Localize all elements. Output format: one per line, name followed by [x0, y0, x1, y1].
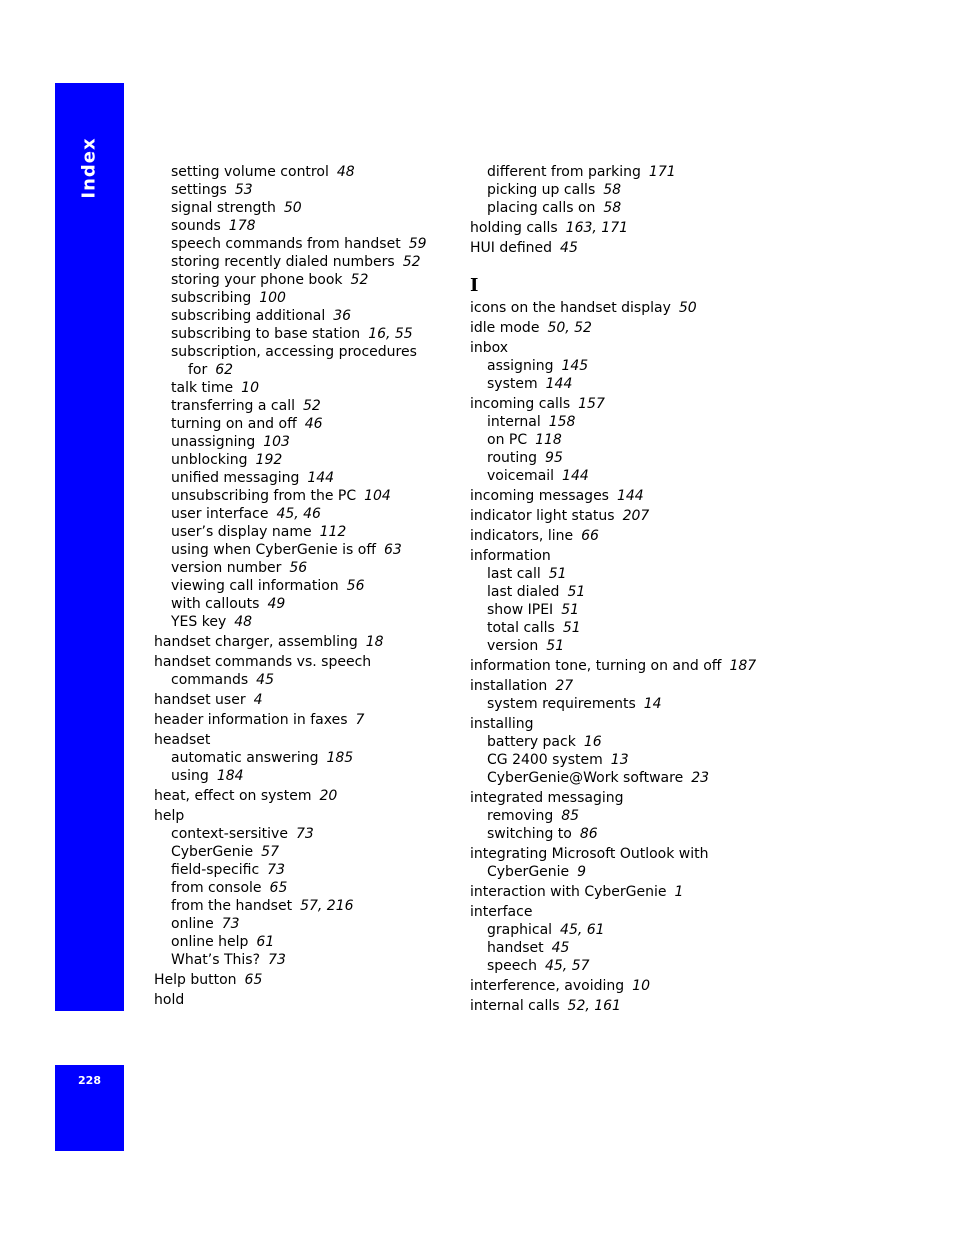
entry-page-refs[interactable]: 63: [383, 542, 402, 558]
entry-page-refs[interactable]: 58: [603, 200, 622, 216]
entry-term: incoming calls: [470, 396, 571, 412]
entry-page-refs[interactable]: 66: [581, 528, 599, 544]
entry-page-refs[interactable]: 27: [555, 678, 574, 694]
entry-page-refs[interactable]: 103: [263, 434, 290, 450]
entry-page-refs[interactable]: 18: [365, 634, 384, 650]
entry-page-refs[interactable]: 9: [577, 864, 587, 880]
entry-page-refs[interactable]: 56: [346, 578, 365, 594]
entry-page-refs[interactable]: 207: [622, 508, 650, 524]
entry-term: signal strength: [171, 200, 276, 216]
entry-page-refs[interactable]: 73: [295, 826, 314, 842]
index-subentry: [154, 325, 454, 343]
index-entry: [470, 883, 770, 901]
entry-term: context-sersitive: [171, 826, 288, 842]
entry-page-refs[interactable]: 100: [259, 290, 286, 306]
entry-term: information tone, turning on and off: [470, 658, 722, 674]
entry-term: assigning: [487, 358, 554, 374]
index-subentry: [154, 397, 454, 415]
entry-term: help: [154, 808, 185, 824]
entry-term: installing: [470, 716, 534, 732]
entry-term: headset: [154, 732, 211, 748]
entry-term: user interface: [171, 506, 269, 522]
index-entry: [154, 691, 454, 709]
entry-term: unified messaging: [171, 470, 300, 486]
entry-term: CG 2400 system: [487, 752, 603, 768]
entry-page-refs[interactable]: 95: [545, 450, 563, 466]
entry-page-refs[interactable]: 57, 216: [300, 898, 354, 914]
index-entry: [470, 977, 770, 995]
entry-term: with callouts: [171, 596, 260, 612]
index-entry: [470, 547, 770, 565]
entry-term: on PC: [487, 432, 528, 448]
index-subentry: [470, 449, 770, 467]
entry-term: holding calls: [470, 220, 558, 236]
entry-term: turning on and off: [171, 416, 297, 432]
entry-term: Help button: [154, 972, 237, 988]
index-subentry: [154, 933, 454, 951]
entry-term: removing: [487, 808, 554, 824]
entry-page-refs[interactable]: 65: [244, 972, 263, 988]
index-subentry: [154, 897, 454, 915]
entry-term: last call: [487, 566, 541, 582]
entry-page-refs[interactable]: 144: [562, 468, 589, 484]
index-subentry: [470, 733, 770, 751]
entry-term: handset commands vs. speech commands: [154, 654, 372, 688]
entry-term: placing calls on: [487, 200, 596, 216]
index-subentry: [470, 769, 770, 787]
entry-page-refs[interactable]: 85: [561, 808, 580, 824]
entry-page-refs[interactable]: 144: [307, 470, 335, 486]
entry-page-refs[interactable]: 14: [643, 696, 662, 712]
entry-page-refs[interactable]: 58: [603, 182, 622, 198]
entry-term: setting volume control: [171, 164, 329, 180]
index-entry: [470, 657, 770, 675]
entry-page-refs[interactable]: 46: [304, 416, 323, 432]
entry-term: automatic answering: [171, 750, 319, 766]
entry-term: integrated messaging: [470, 790, 624, 806]
index-subentry: [470, 199, 770, 217]
entry-term: show IPEI: [487, 602, 554, 618]
entry-term: heat, effect on system: [154, 788, 312, 804]
entry-page-refs[interactable]: 118: [535, 432, 562, 448]
index-entry: [470, 219, 770, 237]
entry-page-refs[interactable]: 187: [729, 658, 757, 674]
entry-term: graphical: [487, 922, 553, 938]
entry-term: installation: [470, 678, 548, 694]
entry-page-refs[interactable]: 52: [350, 272, 369, 288]
entry-page-refs[interactable]: 45: [551, 940, 570, 956]
index-subentry: [470, 921, 770, 939]
entry-page-refs[interactable]: 45, 57: [544, 958, 590, 974]
index-subentry: [154, 181, 454, 199]
index-subentry: [470, 357, 770, 375]
entry-page-refs[interactable]: 52: [402, 254, 421, 270]
entry-term: from the handset: [171, 898, 293, 914]
index-subentry: [154, 217, 454, 235]
index-entry: [470, 997, 770, 1015]
entry-page-refs[interactable]: 51: [548, 566, 567, 582]
entry-term: internal: [487, 414, 541, 430]
entry-page-refs[interactable]: 192: [255, 452, 283, 468]
entry-term: subscribing to base station: [171, 326, 361, 342]
index-subentry: [470, 807, 770, 825]
index-subentry: [470, 163, 770, 181]
entry-page-refs[interactable]: 112: [319, 524, 347, 540]
index-subentry: [154, 415, 454, 433]
entry-page-refs[interactable]: 57: [261, 844, 279, 860]
entry-term: handset user: [154, 692, 246, 708]
page-number: 228: [78, 1074, 101, 1087]
index-subentry: [154, 541, 454, 559]
entry-term: online: [171, 916, 214, 932]
entry-page-refs[interactable]: 178: [228, 218, 256, 234]
entry-page-refs[interactable]: 163, 171: [565, 220, 629, 236]
index-entry: [470, 845, 770, 881]
entry-term: settings: [171, 182, 227, 198]
index-group-i: [470, 299, 770, 1015]
index-subentry: [154, 199, 454, 217]
entry-term: CyberGenie@Work software: [487, 770, 684, 786]
index-entry: [154, 807, 454, 825]
index-subentry: [154, 469, 454, 487]
index-entry: [154, 633, 454, 651]
index-entry: [470, 527, 770, 545]
index-entry: [470, 487, 770, 505]
index-subentry: [154, 451, 454, 469]
entry-page-refs[interactable]: 36: [333, 308, 352, 324]
entry-page-refs[interactable]: 145: [561, 358, 589, 374]
index-subentry: [154, 523, 454, 541]
index-entry: [154, 731, 454, 749]
entry-term: storing recently dialed numbers: [171, 254, 395, 270]
entry-page-refs[interactable]: 13: [610, 752, 629, 768]
page-number-block: [55, 1065, 124, 1151]
entry-term: HUI defined: [470, 240, 553, 256]
entry-page-refs[interactable]: 158: [548, 414, 576, 430]
entry-term: unblocking: [171, 452, 248, 468]
entry-page-refs[interactable]: 157: [578, 396, 605, 412]
entry-page-refs[interactable]: 4: [253, 692, 263, 708]
entry-page-refs[interactable]: 59: [408, 236, 427, 252]
entry-page-refs[interactable]: 62: [215, 362, 234, 378]
entry-page-refs[interactable]: 52, 161: [567, 998, 621, 1014]
entry-page-refs[interactable]: 20: [319, 788, 338, 804]
entry-term: header information in faxes: [154, 712, 348, 728]
entry-term: subscription, accessing procedures for: [171, 344, 417, 378]
entry-page-refs[interactable]: 51: [562, 620, 581, 636]
entry-term: handset charger, assembling: [154, 634, 358, 650]
index-subentry: [470, 751, 770, 769]
entry-page-refs[interactable]: 56: [289, 560, 308, 576]
index-subentry: [154, 951, 454, 969]
index-subentry: [470, 825, 770, 843]
entry-term: battery pack: [487, 734, 576, 750]
index-entry: [470, 715, 770, 733]
index-subentry: [470, 565, 770, 583]
entry-term: YES key: [171, 614, 227, 630]
entry-term: last dialed: [487, 584, 560, 600]
index-subentry: [470, 181, 770, 199]
index-subentry: [154, 433, 454, 451]
entry-term: subscribing additional: [171, 308, 326, 324]
index-entry: [154, 711, 454, 729]
index-subentry: [154, 253, 454, 271]
index-subentry: [470, 619, 770, 637]
index-subentry: [154, 235, 454, 253]
index-subentry: [470, 637, 770, 655]
entry-term: viewing call information: [171, 578, 339, 594]
entry-page-refs[interactable]: 10: [241, 380, 259, 396]
entry-page-refs[interactable]: 45: [560, 240, 578, 256]
entry-page-refs[interactable]: 45: [256, 672, 274, 688]
index-subentry: [470, 939, 770, 957]
entry-term: version number: [171, 560, 282, 576]
index-column-left: [154, 163, 454, 1009]
index-subentry: [154, 825, 454, 843]
entry-page-refs[interactable]: 45, 61: [560, 922, 605, 938]
entry-term: switching to: [487, 826, 572, 842]
entry-page-refs[interactable]: 73: [268, 952, 286, 968]
entry-term: unassigning: [171, 434, 256, 450]
entry-term: hold: [154, 992, 185, 1008]
entry-page-refs[interactable]: 185: [326, 750, 354, 766]
entry-page-refs[interactable]: 49: [267, 596, 286, 612]
entry-term: talk time: [171, 380, 234, 396]
entry-page-refs[interactable]: 50, 52: [547, 320, 592, 336]
entry-page-refs[interactable]: 144: [616, 488, 644, 504]
entry-page-refs[interactable]: 48: [336, 164, 355, 180]
entry-page-refs[interactable]: 184: [216, 768, 244, 784]
entry-term: picking up calls: [487, 182, 596, 198]
index-entry: [154, 653, 454, 689]
index-subentry: [154, 767, 454, 785]
entry-page-refs[interactable]: 48: [234, 614, 253, 630]
index-subentry: [154, 879, 454, 897]
index-subentry: [470, 957, 770, 975]
entry-page-refs[interactable]: 10: [632, 978, 650, 994]
index-entry: [470, 339, 770, 357]
entry-term: What’s This?: [171, 952, 261, 968]
index-subentry: [470, 467, 770, 485]
entry-term: system: [487, 376, 538, 392]
entry-term: version: [487, 638, 539, 654]
entry-term: handset: [487, 940, 544, 956]
index-subentry: [154, 307, 454, 325]
entry-term: internal calls: [470, 998, 560, 1014]
index-subentry: [154, 559, 454, 577]
entry-term: sounds: [171, 218, 221, 234]
index-subentry: [154, 595, 454, 613]
index-entry: [470, 319, 770, 337]
entry-term: field-specific: [171, 862, 260, 878]
entry-term: routing: [487, 450, 538, 466]
index-subentry: [154, 861, 454, 879]
entry-page-refs[interactable]: 86: [579, 826, 598, 842]
index-entry: [470, 677, 770, 695]
entry-page-refs[interactable]: 144: [545, 376, 573, 392]
entry-page-refs[interactable]: 16: [583, 734, 602, 750]
entry-page-refs[interactable]: 52: [302, 398, 321, 414]
entry-term: storing your phone book: [171, 272, 343, 288]
index-subentry: [154, 577, 454, 595]
entry-page-refs[interactable]: 7: [355, 712, 365, 728]
entry-term: system requirements: [487, 696, 636, 712]
entry-term: user’s display name: [171, 524, 312, 540]
entry-page-refs[interactable]: 171: [648, 164, 676, 180]
entry-page-refs[interactable]: 50: [283, 200, 302, 216]
index-subentry: [470, 413, 770, 431]
entry-term: indicator light status: [470, 508, 615, 524]
index-subentry: [154, 915, 454, 933]
entry-page-refs[interactable]: 65: [269, 880, 288, 896]
index-entry: [470, 299, 770, 317]
entry-term: different from parking: [487, 164, 641, 180]
sidebar-title: Index: [78, 137, 100, 199]
entry-term: speech commands from handset: [171, 236, 401, 252]
entry-term: icons on the handset display: [470, 300, 671, 316]
entry-page-refs[interactable]: 45, 46: [276, 506, 321, 522]
entry-term: CyberGenie: [171, 844, 254, 860]
entry-term: incoming messages: [470, 488, 609, 504]
index-entry: [470, 903, 770, 921]
entry-term: information: [470, 548, 551, 564]
index-subentry: [154, 289, 454, 307]
index-subentry: [154, 343, 454, 379]
entry-term: using when CyberGenie is off: [171, 542, 376, 558]
index-subentry: [154, 613, 454, 631]
entry-term: online help: [171, 934, 249, 950]
index-subentry: [154, 271, 454, 289]
entry-page-refs[interactable]: 23: [691, 770, 710, 786]
entry-page-refs[interactable]: 73: [221, 916, 240, 932]
entry-term: speech: [487, 958, 537, 974]
entry-page-refs[interactable]: 50: [678, 300, 697, 316]
index-subentry: [154, 163, 454, 181]
index-entry: [154, 971, 454, 989]
index-subentry: [470, 601, 770, 619]
entry-page-refs[interactable]: 51: [546, 638, 565, 654]
index-subentry: [470, 695, 770, 713]
index-group-h-continued: [470, 163, 770, 257]
index-subentry: [154, 749, 454, 767]
index-subentry: [154, 505, 454, 523]
entry-term: subscribing: [171, 290, 252, 306]
entry-page-refs[interactable]: 104: [364, 488, 391, 504]
entry-term: integrating Microsoft Outlook with CyberGenie: [470, 846, 709, 880]
entry-page-refs[interactable]: 51: [561, 602, 580, 618]
index-entry: [154, 991, 454, 1009]
entry-page-refs[interactable]: 16, 55: [368, 326, 413, 342]
entry-page-refs[interactable]: 61: [256, 934, 275, 950]
index-subentry: [154, 487, 454, 505]
index-subentry: [470, 375, 770, 393]
index-entry: [470, 395, 770, 413]
entry-term: interaction with CyberGenie: [470, 884, 667, 900]
index-entry: [154, 787, 454, 805]
index-entry: [470, 789, 770, 807]
index-subentry: [470, 431, 770, 449]
section-letter: I: [470, 275, 479, 296]
index-entry: [470, 239, 770, 257]
entry-page-refs[interactable]: 53: [234, 182, 253, 198]
entry-page-refs[interactable]: 73: [267, 862, 285, 878]
entry-page-refs[interactable]: 1: [674, 884, 684, 900]
entry-term: inbox: [470, 340, 509, 356]
entry-term: interface: [470, 904, 533, 920]
entry-term: transferring a call: [171, 398, 295, 414]
entry-term: unsubscribing from the PC: [171, 488, 357, 504]
entry-term: indicators, line: [470, 528, 574, 544]
index-entry: [470, 507, 770, 525]
sidebar-tab: [55, 83, 124, 1011]
entry-page-refs[interactable]: 51: [567, 584, 586, 600]
entry-term: idle mode: [470, 320, 540, 336]
entry-term: from console: [171, 880, 262, 896]
entry-term: voicemail: [487, 468, 555, 484]
entry-term: total calls: [487, 620, 555, 636]
index-subentry: [154, 379, 454, 397]
index-column-right: [470, 163, 770, 1015]
index-subentry: [470, 583, 770, 601]
entry-term: using: [171, 768, 209, 784]
index-subentry: [154, 843, 454, 861]
entry-term: interference, avoiding: [470, 978, 625, 994]
